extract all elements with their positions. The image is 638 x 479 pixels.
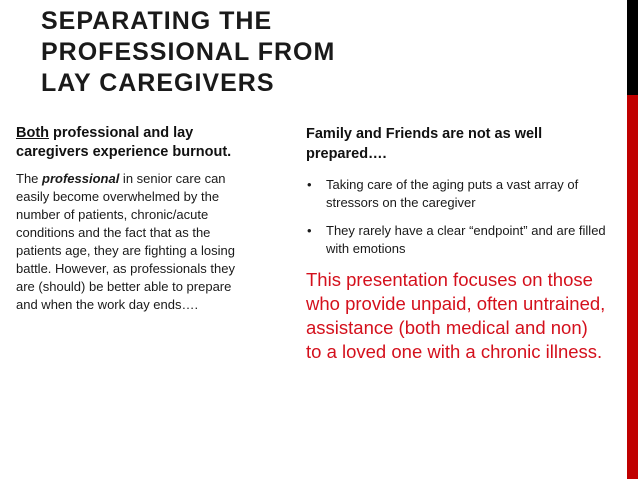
left-body-emphasis: professional (42, 171, 120, 186)
bullet-text: Taking care of the aging puts a vast array of stressors on the caregiver (326, 177, 579, 210)
bullet-list (306, 176, 606, 258)
left-heading (16, 124, 246, 162)
left-body-text (16, 170, 246, 314)
highlight-text: This presentation focuses on those who provide unpaid, often untrained, assistance (both medical and non) to a loved one with a chronic illness. (306, 269, 606, 362)
left-heading-rest: professional and lay caregivers experience burnout. (16, 125, 232, 160)
bullet-item (306, 222, 606, 258)
bullet-item (306, 176, 606, 212)
bullet-dot: • (307, 177, 312, 192)
left-body-intro: The (16, 171, 43, 186)
bullet-dot: • (307, 223, 312, 238)
left-column (16, 124, 246, 314)
side-accent-bar (627, 95, 638, 479)
right-column (306, 124, 606, 364)
left-body-rest: in senior care can easily become overwhelmed by the number of patients, chronic/acute conditions and the fact that as the patients age, they are fighting a losing battle. However, as professionals they are (should) be better able to prepare and when the work day ends…. (16, 171, 235, 312)
bullet-text: They rarely have a clear “endpoint” and are filled with emotions (326, 223, 606, 256)
right-heading: Family and Friends are not as well prepared…. (306, 126, 543, 162)
slide-title: SEPARATING THE PROFESSIONAL FROM LAY CAREGIVERS (41, 7, 336, 97)
left-heading-underlined: Both (16, 125, 50, 141)
side-color-bar (627, 0, 638, 479)
